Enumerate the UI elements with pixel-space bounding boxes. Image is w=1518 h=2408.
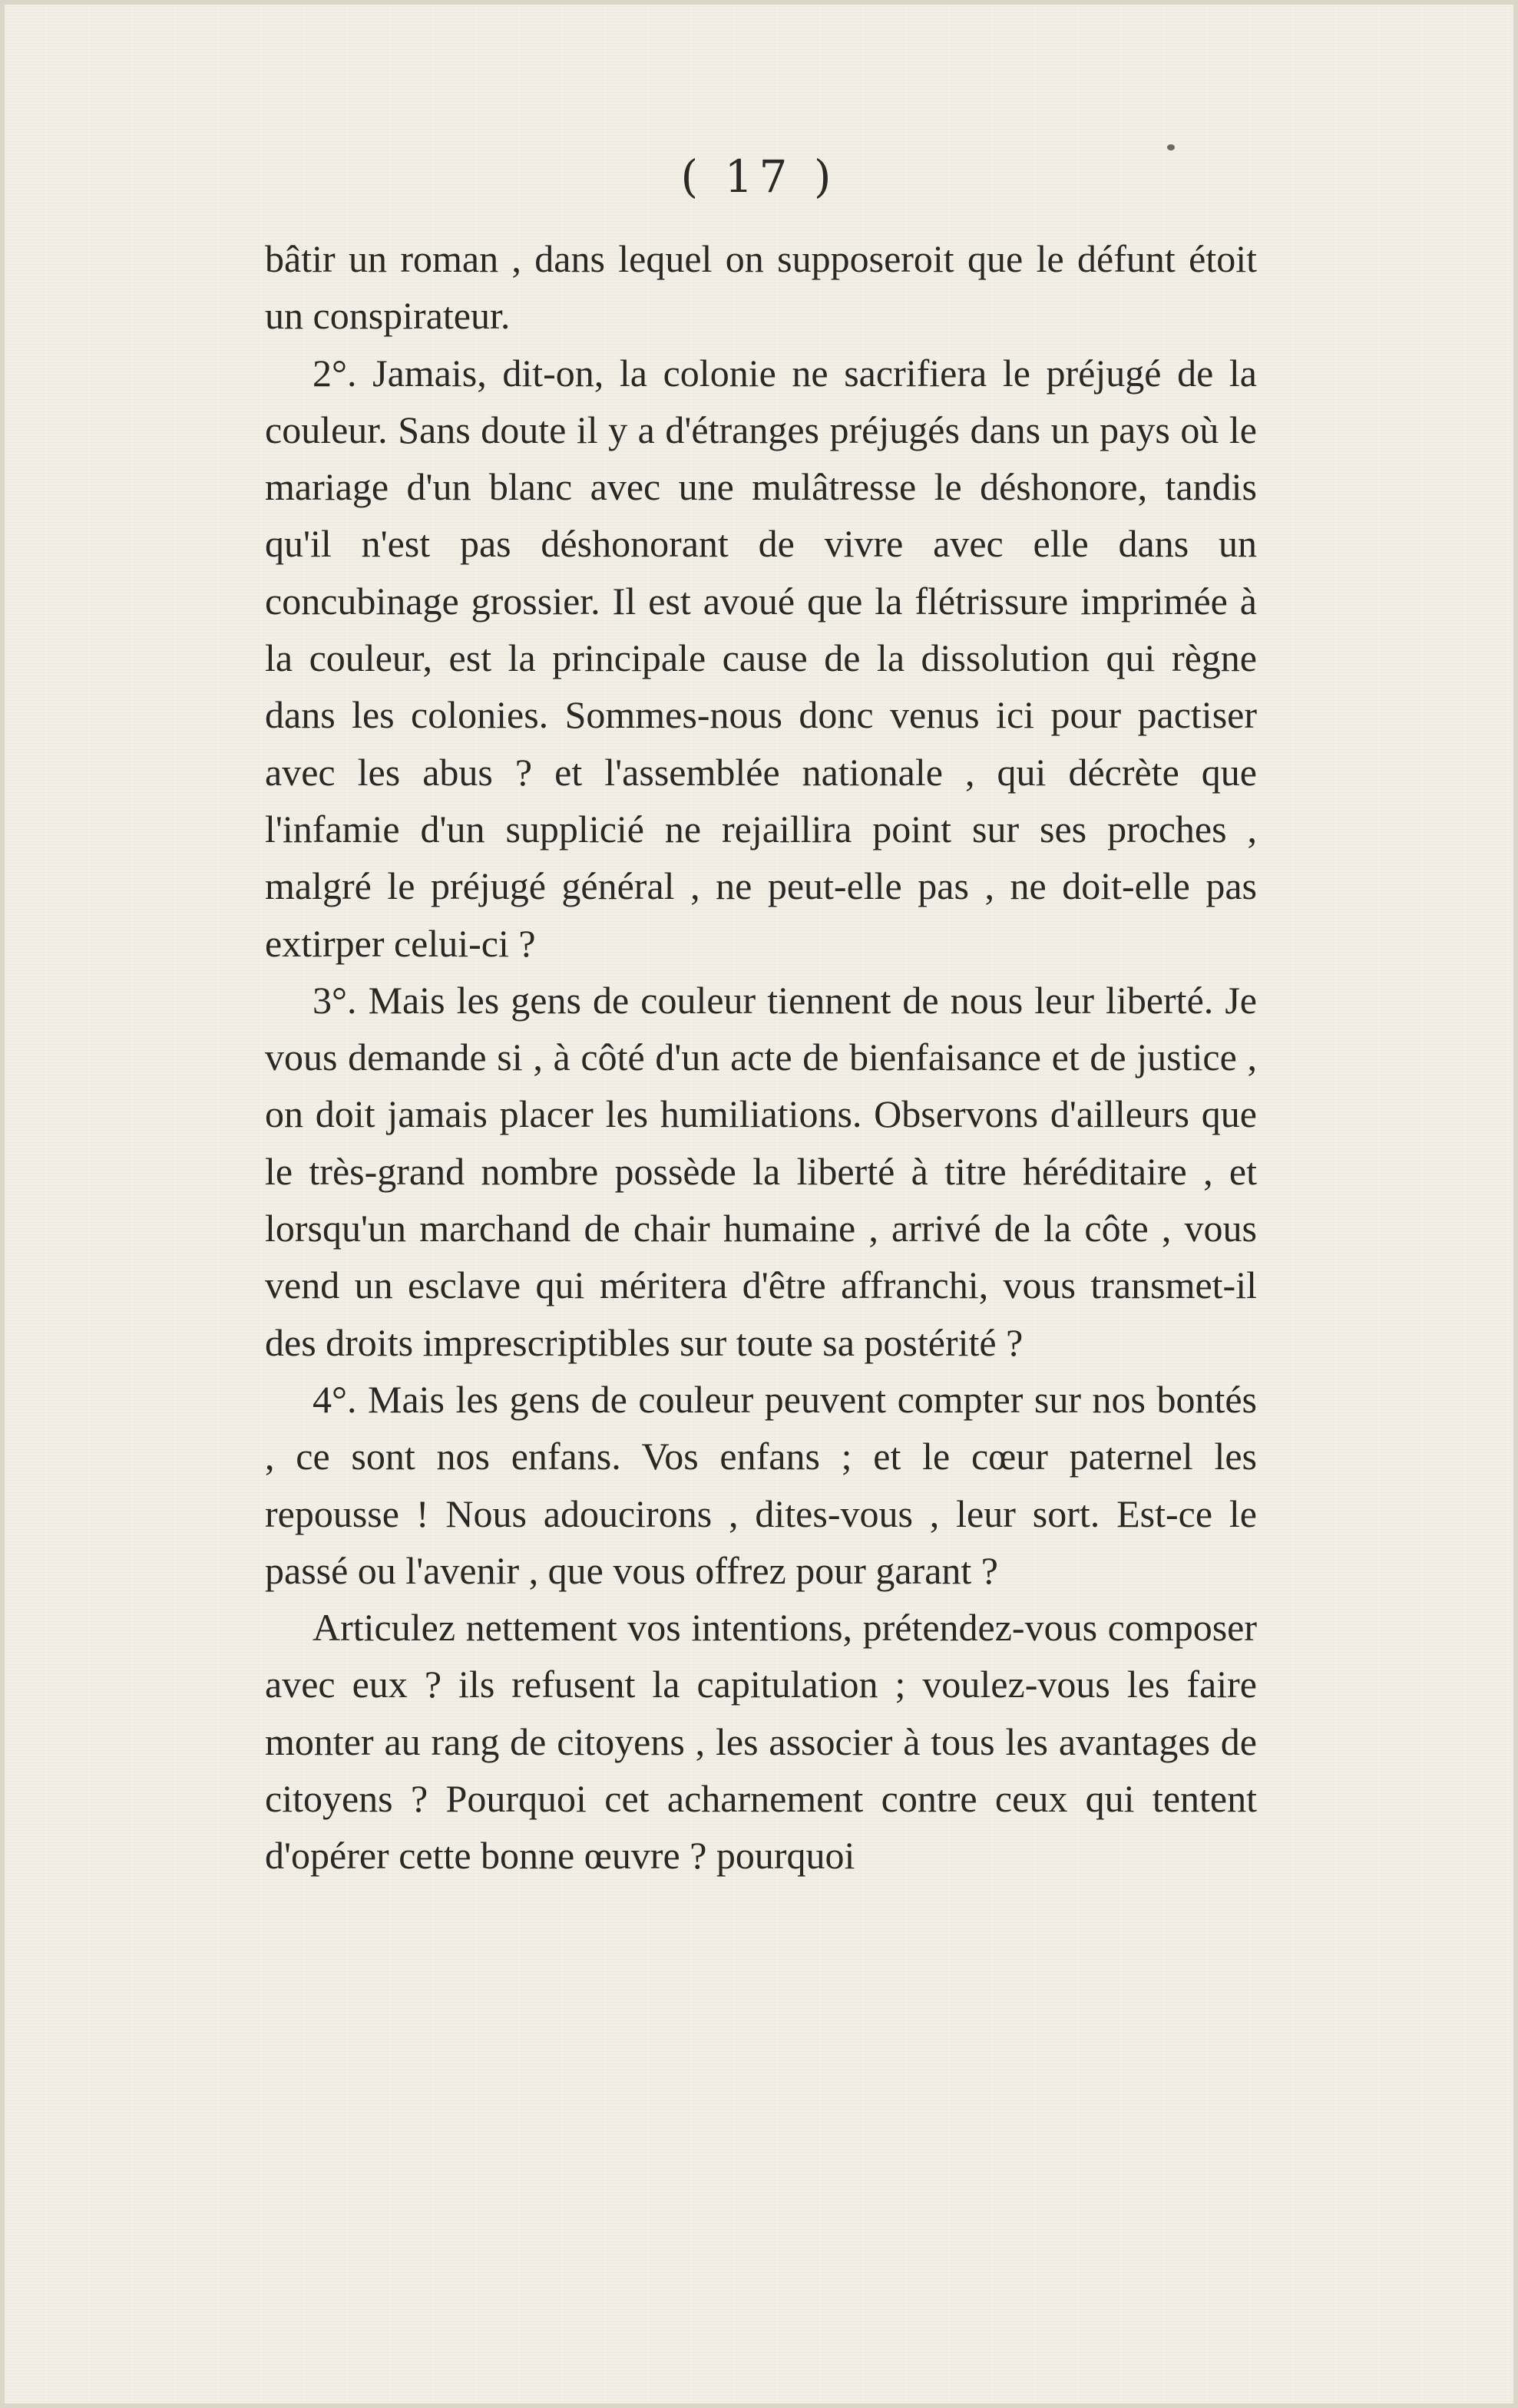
paragraph-continuation: bâtir un roman , dans lequel on supposeroit que le défunt étoit un conspirateur. — [265, 237, 1257, 338]
paragraph-2: 2°. Jamais, dit-on, la colonie ne sacrifiera le préjugé de la couleur. Sans doute il y a d'étranges préjugés dans un pays où le mariage d'un blanc avec une mulâtresse le déshonore, tandis qu'il n'est pas déshonorant de vivre avec elle dans un concubinage grossier. Il est avoué que la flétrissure imprimée à la couleur, est la principale cause de la dissolution qui règne dans les colonies. Sommes-nous donc venus ici pour pactiser avec les abus ? et l'assemblée nationale , qui décrète que l'infamie d'un supplicié ne rejaillira point sur ses proches , malgré le préjugé général , ne peut-elle pas , ne doit-elle pas extirper celui-ci ? — [265, 351, 1257, 965]
body-text — [265, 230, 1257, 1884]
paragraph-3: 3°. Mais les gens de couleur tiennent de nous leur liberté. Je vous demande si , à côté d'un acte de bienfaisance et de justice , on doit jamais placer les humiliations. Observons d'ailleurs que le très-grand nombre possède la liberté à titre héréditaire , et lorsqu'un marchand de chair humaine , arrivé de la côte , vous vend un esclave qui méritera d'être affranchi, vous transmet-il des droits imprescriptibles sur toute sa postérité ? — [265, 978, 1257, 1364]
paragraph-5: Articulez nettement vos intentions, prétendez-vous composer avec eux ? ils refusent la capitulation ; voulez-vous les faire monter au rang de citoyens , les associer à tous les avantages de citoyens ? Pourquoi cet acharnement contre ceux qui tentent d'opérer cette bonne œuvre ? pourquoi — [265, 1606, 1257, 1878]
ink-speck — [1167, 144, 1175, 150]
paragraph-4: 4°. Mais les gens de couleur peuvent compter sur nos bontés , ce sont nos enfans. Vos enfans ; et le cœur paternel les repousse ! Nous adoucirons , dites-vous , leur sort. Est-ce le passé ou l'avenir , que vous offrez pour garant ? — [265, 1377, 1257, 1592]
page-number: ( 17 ) — [680, 150, 838, 203]
